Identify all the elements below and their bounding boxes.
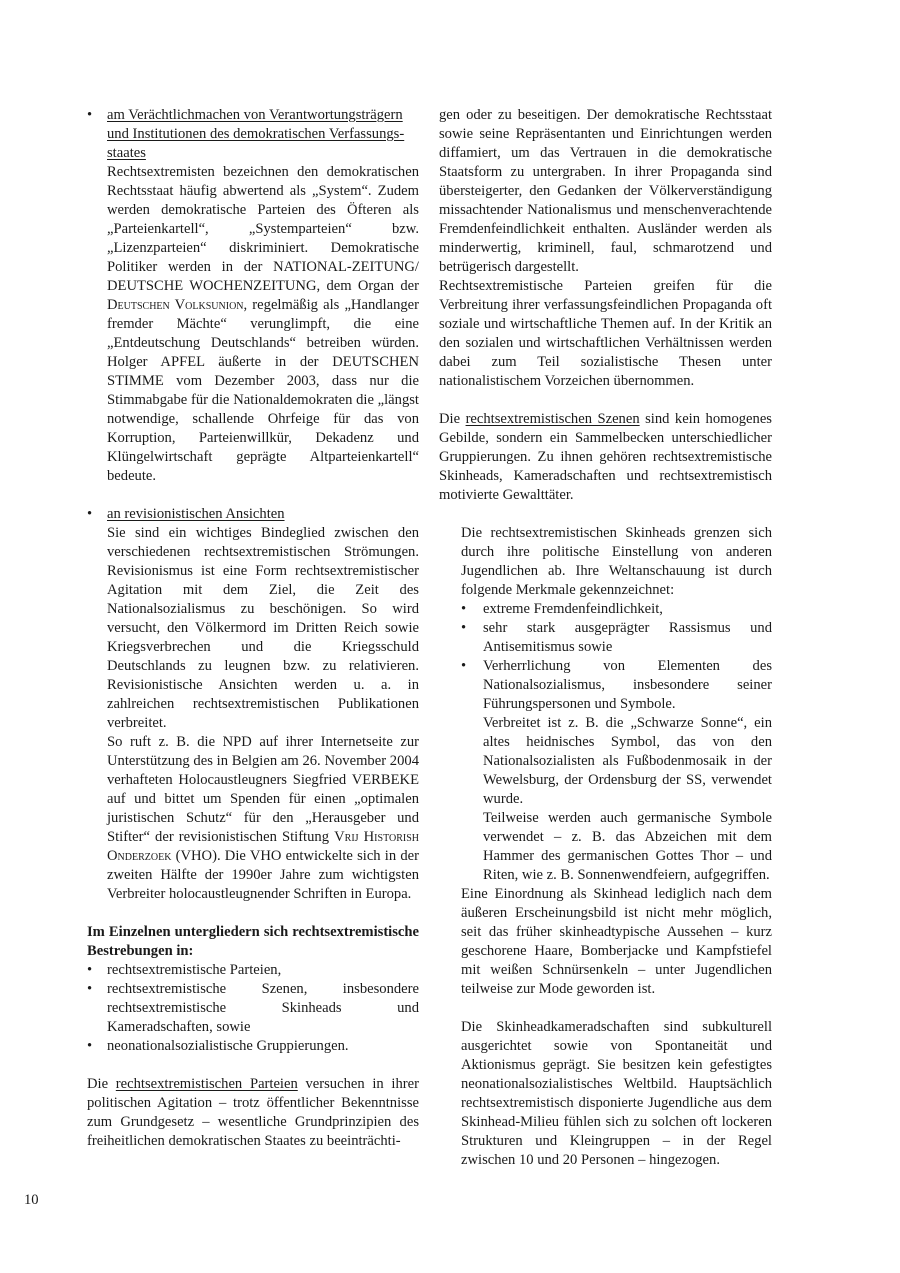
bullet-item-contempt [87,106,419,486]
paragraph-symbols: Verbreitet ist z. B. die „Schwarze Sonne“, ein altes heidnisches Symbol, das von den Nationalsozialisten als Fußbodenmosaik in der Wewelsburg, der Ordensburg der SS, verwendet wurde. [483,715,772,807]
bullet-icon: • [87,506,93,522]
paragraph-parties-cont: gen oder zu beseitigen. Der demokratische Rechtsstaat sowie seine Repräsentanten und Einrichtungen werden diffamiert, um das Vertrauen in die demokratische Staatsform zu untergraben. In ihrer Propaganda sind übersteigerter, den Gedanken der Völkerverständigung missachtender Nationalismus und menschenverachtende Fremdenfeindlichkeit enthalten. Ausländer werden als minderwertig, kriminell, faul, schmarotzend und betrügerisch dargestellt. [439,107,772,275]
text-run: versuchen in ihrer politischen Agitation – trotz öffentlicher Bekenntnisse zum Grundgesetz – wesentliche Grundprinzipien des freiheitlichen demokratischen Staates zu beeinträchti- [87,1076,419,1149]
term-scenes: rechtsextremistischen Szenen [465,411,640,427]
bullet-icon: • [461,601,467,617]
bullet-icon: • [87,1038,93,1054]
text-run: Die [439,411,466,427]
bullet-icon: • [87,962,93,978]
paragraph-revisionism: Sie sind ein wichtiges Bindeglied zwischen den verschiedenen rechtsextremistischen Strömungen. Revisionismus ist eine Form rechtsextremistischer Agitation mit dem Ziel, die Zeit des Nationalsozialismus zu beschönigen. So wird versucht, den Völkermord im Dritten Reich sowie Kriegsverbrechen und die Kriegsschuld Deutschlands zu leugnen bzw. zu relativieren. Revisionistische Ansichten werden u. a. in zahlreichen rechtsextremistischen Publikationen verbreitet. [107,525,419,731]
paragraph-scenes [439,410,772,505]
list-item: • rechtsextremistische Parteien, [87,962,282,978]
list-item: • sehr stark ausgeprägter Rassismus und Antisemitismus sowie [461,620,772,655]
paragraph-germanic-symbols: Teilweise werden auch germanische Symbole verwendet – z. B. das Abzeichen mit dem Hammer des germanischen Gottes Thor – und Riten, wie z. B. Sonnenwendfeiern, aufgegriffen. [483,810,772,883]
organization-name: Deutschen Volksunion [107,297,244,313]
bullet-item-revisionism [87,505,419,904]
bullet-title-line: am Verächtlichmachen von Verantwortungsträgern [107,107,403,123]
bullet-title-revisionism: an revisionistischen Ansichten [107,506,285,522]
paragraph-appearance: Eine Einordnung als Skinhead lediglich nach dem äußeren Erscheinungsbild ist nicht mehr möglich, seit das früher skinheadtypische Aussehen – kurz geschorene Haare, Bomberjacke und Kampfstiefel mit weißen Schnürsenkeln – unter Jugendlichen teilweise zur Mode geworden ist. [461,886,772,997]
paragraph-propaganda: Rechtsextremistische Parteien greifen für die Verbreitung ihrer verfassungsfeindlichen Propaganda oft soziale und wirtschaftliche Themen auf. In der Kritik an den sozialen und wirtschaftlichen Verhältnissen werden dabei zum Teil sozialistische Thesen unter nationalistischem Vorzeichen übernommen. [439,278,772,389]
list-item: • neonationalsozialistische Gruppierungen. [87,1038,349,1054]
paragraph-skinheads: Die rechtsextremistischen Skinheads grenzen sich durch ihre politische Einstellung von anderen Jugendlichen ab. Ihre Weltanschauung ist durch folgende Merkmale gekennzeichnet: [461,525,772,598]
list-item: • extreme Fremdenfeindlichkeit, [461,601,663,617]
text-run: Rechtsextremisten bezeichnen den demokratischen Rechtsstaat häufig abwertend als „System“. Zudem werden demokratische Parteien des Öfteren als „Parteienkartell“, „Systemparteien“ bzw. „Lizenzparteien“ diskriminiert. Demokratische Politiker werden in der NATIONAL-ZEITUNG/ DEUTSCHE WOCHENZEITUNG, dem Organ der [107,164,419,294]
text-run: , regelmäßig als „Handlanger fremder Mächte“ verunglimpft, die eine „Entdeutschung Deutschlands“ betreiben würden. Holger APFEL äußerte in der DEUTSCHEN STIMME vom Dezember 2003, dass nur die Stimmabgabe für die Nationaldemokraten die „längst notwendige, schallende Ohrfeige für das von Korruption, Parteienwillkür, Dekadenz und Klüngelwirtschaft geprägte Altparteienkartell“ bedeute. [107,297,420,484]
text-run: So ruft z. B. die NPD auf ihrer Internetseite zur Unterstützung des in Belgien am 26. November 2004 verhafteten Holocaustleugners Siegfried VERBEKE auf und bittet um Spenden für einen „optimalen juristischen Schutz“ für den „Herausgeber und Stifter“ der revisionistischen Stiftung [107,734,419,845]
bullet-icon: • [461,620,467,636]
section-heading: Im Einzelnen untergliedern sich rechtsextremistische Bestrebungen in: [87,924,419,959]
text-run: sind kein homogenes Gebilde, sondern ein Sammelbecken unterschiedlicher Gruppierungen. Zu ihnen gehören rechtsextremistische Skinheads, Kameradschaften und rechtsextremistisch motivierte Gewalttäter. [439,411,772,503]
page-number: 10 [24,1192,39,1208]
text-run: (VHO). Die VHO entwickelte sich in der zweiten Hälfte der 1990er Jahre zum wichtigsten Verbreiter holocaustleugnender Schriften in Europa. [107,848,419,902]
skinhead-section [439,524,772,1170]
bullet-title-contempt [107,106,419,163]
text-run: Die [87,1076,116,1092]
bullet-icon: • [87,107,93,123]
paragraph-parties [87,1075,419,1151]
left-column [87,106,419,1151]
bullet-title-line: staates [107,145,146,161]
bullet-title-line: und Institutionen des demokratischen Verfassungs- [107,126,405,142]
list-item: • Verherrlichung von Elementen des Nationalsozialismus, insbesondere seiner Führungspersonen und Symbole. Verbreitet ist z. B. die „Schwarze Sonne“, ein altes heidnisches Symbol, das von den Nationalsozialisten als Fußbodenmosaik in der Wewelsburg, der Ordensburg der SS, verwendet wurde. Teilweise werden auch germanische Symbole verwendet – z. B. das Abzeichen mit dem Hammer des germanischen Gottes Thor – und Riten, wie z. B. Sonnenwendfeiern, aufgegriffen. [461,658,772,883]
list-item: • rechtsextremistische Szenen, insbesondere rechtsextremistische Skinheads und Kameradschaften, sowie [87,981,419,1035]
paragraph-kameradschaften: Die Skinheadkameradschaften sind subkulturell ausgerichtet sowie von Spontaneität und Aktionismus geprägt. Sie besitzen kein gefestigtes neonationalsozialistisches Weltbild. Hauptsächlich rechtsextremistisch disponierte Jugendliche aus dem Skinhead-Milieu fühlen sich zu solchen oft lockeren Strukturen und Kleingruppen – in der Regel zwischen 10 und 20 Personen – hingezogen. [461,1019,772,1168]
bullet-icon: • [87,981,93,997]
paragraph-contempt [107,163,419,486]
organization-name: Vrij Historish Onderzoek [107,829,419,864]
bullet-icon: • [461,658,467,674]
right-column [439,106,772,1170]
term-parties: rechtsextremistischen Parteien [115,1076,298,1092]
paragraph-npd-example [107,733,419,904]
